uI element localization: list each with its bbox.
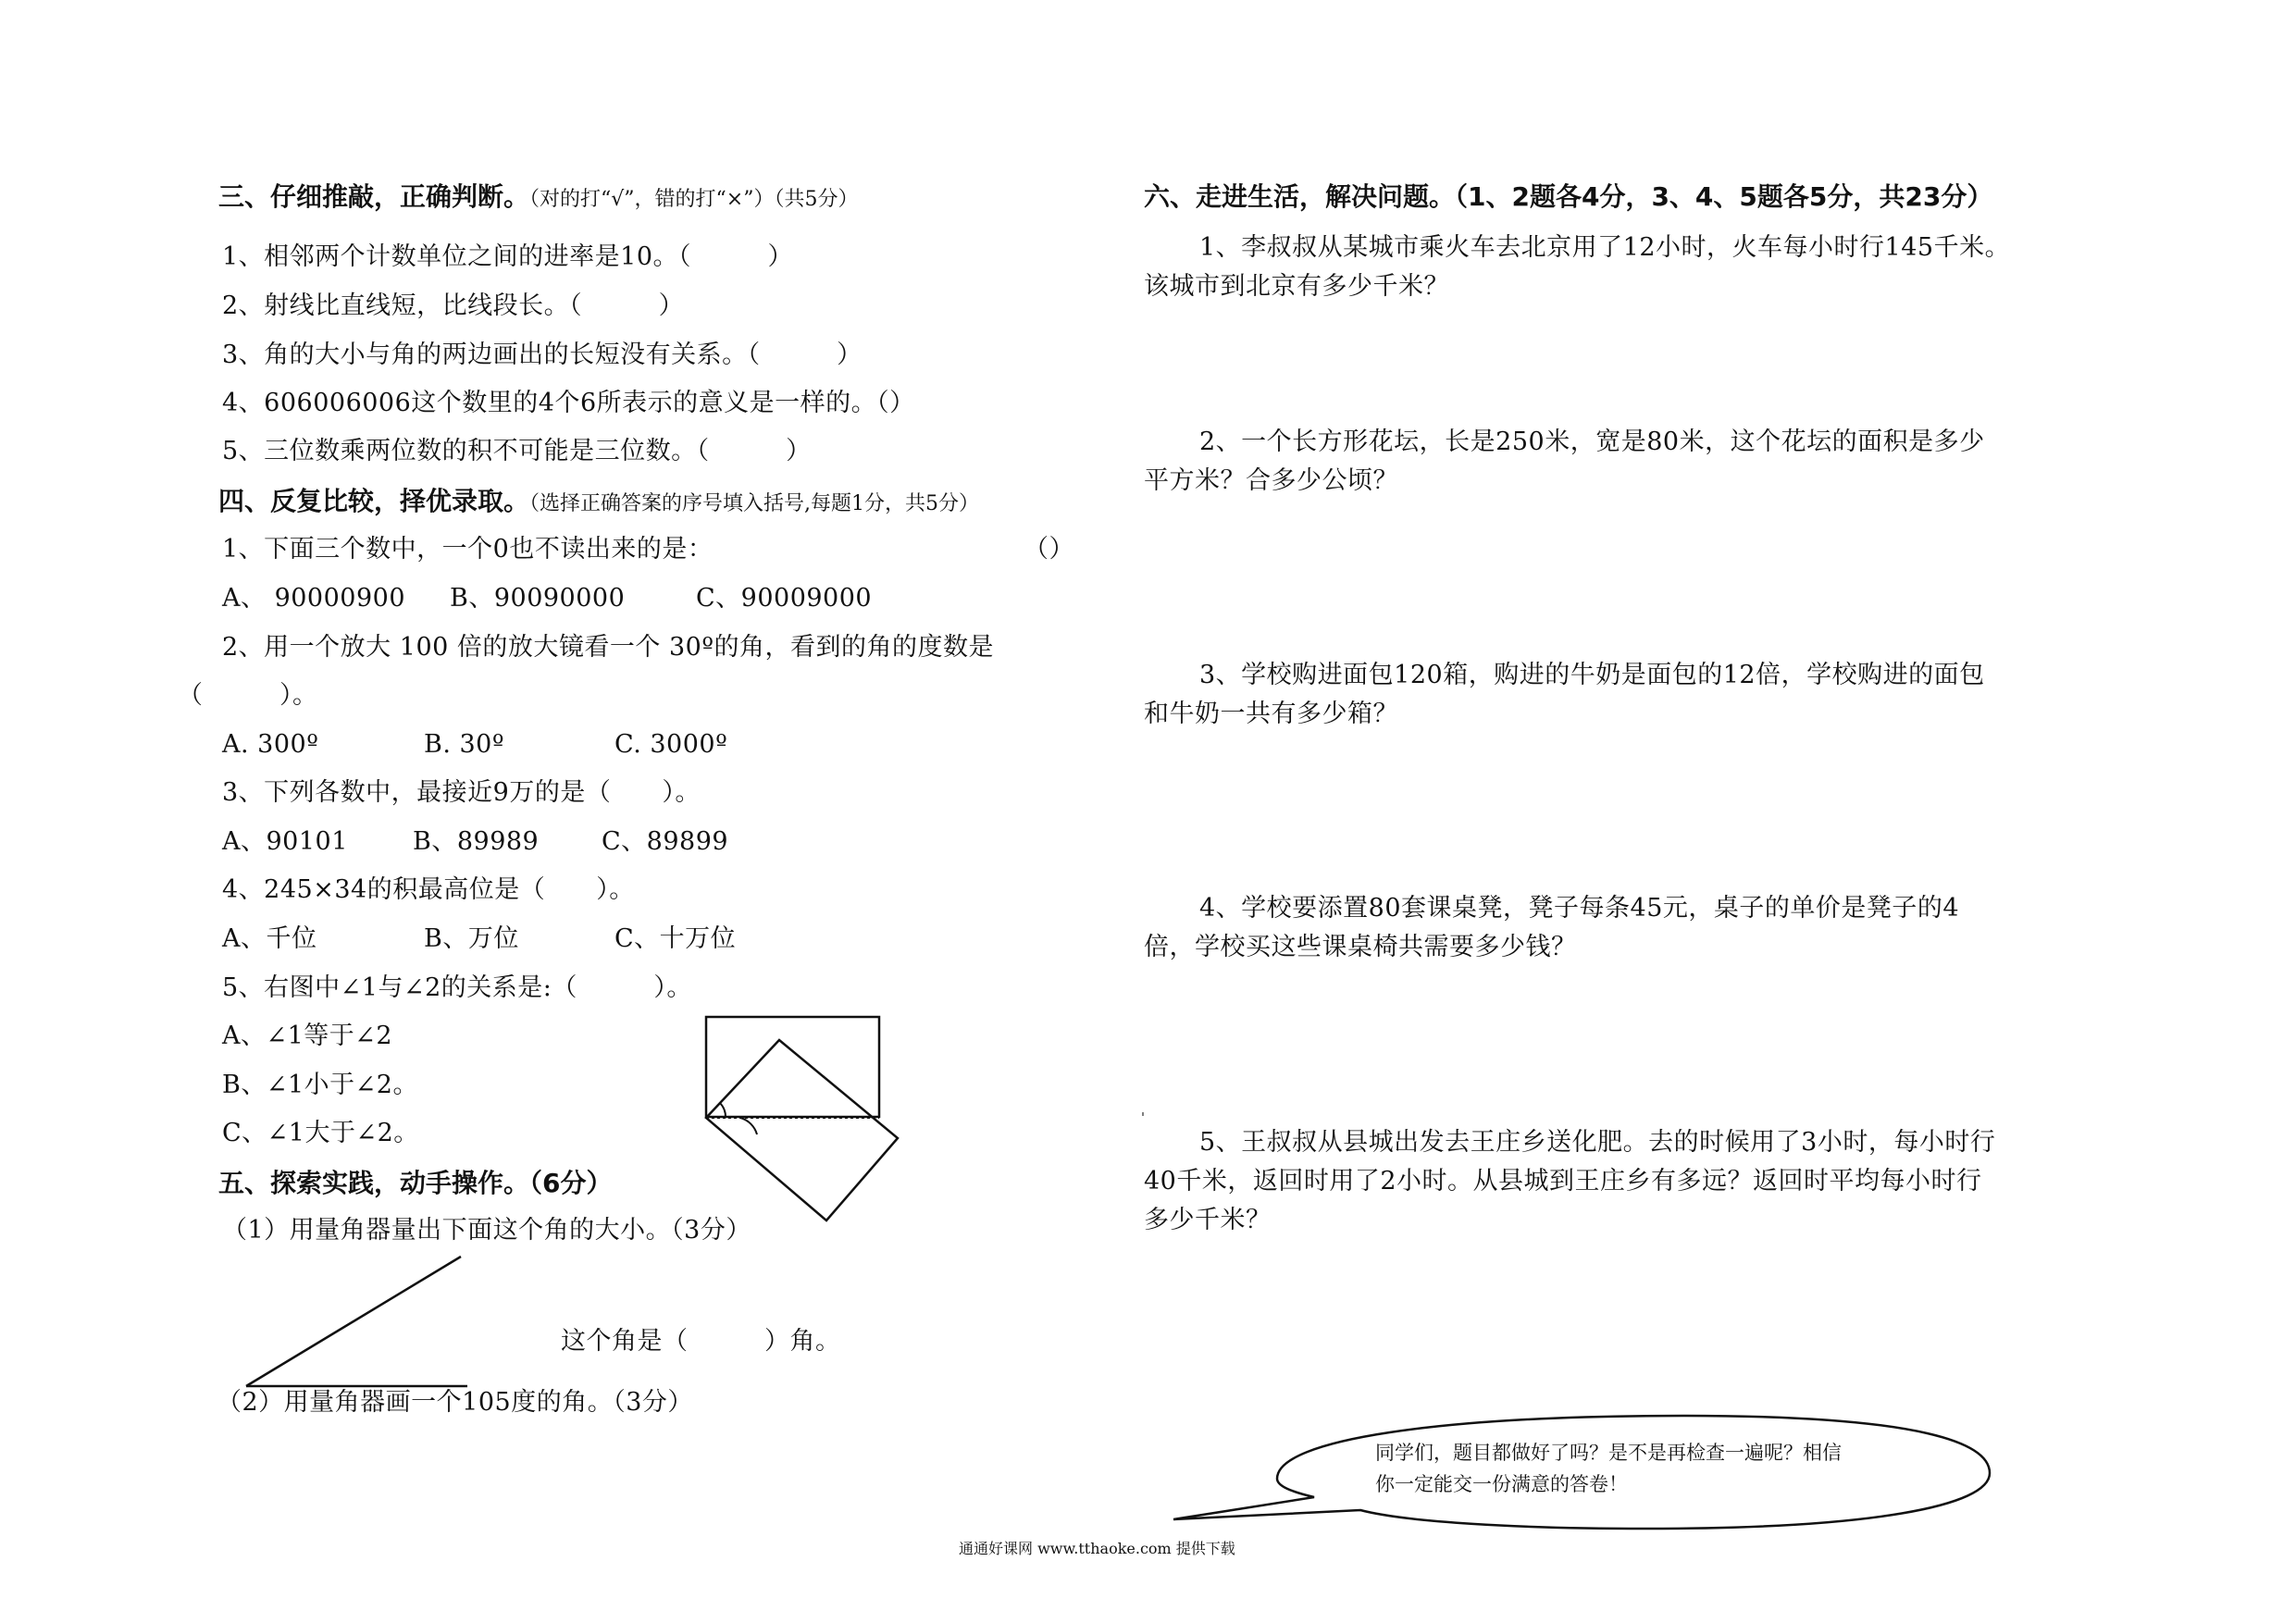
sec4-q3-text: 3、下列各数中，最接近9万的是（ ）。 (222, 778, 701, 807)
sec4-q3-option-c: C、89899 (602, 827, 729, 856)
sec4-q5-option-b: B、∠1小于∠2。 (222, 1071, 418, 1099)
sec3-item-5: 5、三位数乘两位数的积不可能是三位数。（ ） (222, 437, 812, 465)
sec3-item-3: 3、角的大小与角的两边画出的长短没有关系。（ ） (222, 341, 863, 369)
sec6-p1-line1: 1、李叔叔从某城市乘火车去北京用了12小时，火车每小时行145千米。 (1199, 233, 2011, 262)
section-6-heading: 六、走进生活，解决问题。（1、2题各4分，3、4、5题各5分，共23分） (1144, 181, 1993, 212)
sec4-q5-option-c: C、∠1大于∠2。 (222, 1119, 419, 1147)
sec5-q2-text: （2）用量角器画一个105度的角。（3分） (217, 1388, 693, 1417)
sec4-q1-option-a: A、 90000900 (222, 584, 406, 613)
sec6-p4-line2: 倍，学校买这些课桌椅共需要多少钱？ (1144, 933, 1577, 961)
angle-ray-upper (246, 1257, 461, 1386)
sec4-q1-option-b: B、90090000 (450, 584, 626, 613)
sec4-q1-option-c: C、90009000 (696, 584, 873, 613)
sec4-q4-option-b: B、万位 (424, 924, 519, 953)
sec6-p5-line3: 多少千米？ (1144, 1206, 1272, 1234)
sec3-item-4: 4、606006006这个数里的4个6所表示的意义是一样的。（） (222, 389, 915, 417)
sec4-q3-option-b: B、89989 (413, 827, 540, 856)
section-4-title: 四、反复比较，择优录取。 (218, 486, 530, 516)
sec3-item-1: 1、相邻两个计数单位之间的进率是10。（ ） (222, 242, 794, 271)
sec6-p3-line1: 3、学校购进面包120箱，购进的牛奶是面包的12倍，学校购进的面包 (1199, 661, 1985, 689)
rotated-rectangle (706, 1040, 898, 1220)
sec5-answer: 这个角是（ ）角。 (561, 1327, 841, 1356)
section-3-note: （对的打“√”，错的打“×”）（共5分） (529, 188, 859, 211)
bubble-line-2: 你一定能交一份满意的答卷！ (1375, 1473, 1628, 1495)
sec4-q1-blank: （） (1024, 535, 1074, 564)
bubble-line-1: 同学们，题目都做好了吗？是不是再检查一遍呢？相信 (1375, 1442, 1842, 1464)
sec4-q3-option-a: A、90101 (222, 827, 348, 856)
sec4-q4-option-c: C、十万位 (614, 924, 737, 953)
sec6-p3-line2: 和牛奶一共有多少箱？ (1144, 700, 1398, 728)
footer-credit: 通通好课网 www.tthaoke.com 提供下载 (959, 1540, 1235, 1557)
sec4-q2-option-b: B. 30º (424, 730, 505, 759)
sec4-q4-text: 4、245×34的积最高位是（ ）。 (222, 875, 635, 904)
section-4-note: （选择正确答案的序号填入括号,每题1分，共5分） (529, 492, 980, 515)
sec6-p1-line2: 该城市到北京有多少千米？ (1144, 272, 1449, 301)
sec4-q5-option-a: A、∠1等于∠2 (222, 1022, 393, 1050)
sec6-p2-line1: 2、一个长方形花坛，长是250米，宽是80米，这个花坛的面积是多少 (1199, 427, 1985, 456)
sec3-item-2: 2、射线比直线短，比线段长。（ ） (222, 291, 685, 320)
sec4-q5-text: 5、右图中∠1与∠2的关系是:（ ）。 (222, 973, 692, 1002)
sec4-q2-option-a: A. 300º (222, 730, 319, 759)
sec6-p4-line1: 4、学校要添置80套课桌凳，凳子每条45元，桌子的单价是凳子的4 (1199, 894, 1960, 923)
sec4-q4-option-a: A、千位 (222, 924, 317, 953)
section-5-heading: 五、探索实践，动手操作。（6分） (218, 1168, 613, 1198)
sec4-q1-text: 1、下面三个数中，一个0也不读出来的是： (222, 535, 714, 564)
section-3-title: 三、仔细推敲，正确判断。 (218, 181, 530, 212)
sec6-p2-line2: 平方米？合多少公顷？ (1144, 466, 1398, 495)
angle-2-arc (740, 1118, 757, 1134)
sec4-q2-text: 2、用一个放大 100 倍的放大镜看一个 30º的角，看到的角的度数是 (222, 633, 995, 662)
sec6-p5-line2: 40千米，返回时用了2小时。从县城到王庄乡有多远？返回时平均每小时行 (1144, 1167, 1982, 1196)
sec6-p5-line1: 5、王叔叔从县城出发去王庄乡送化肥。去的时候用了3小时，每小时行 (1199, 1128, 1996, 1157)
sec5-q1-text: （1）用量角器量出下面这个角的大小。（3分） (222, 1216, 751, 1245)
sec4-q2-option-c: C. 3000º (614, 730, 728, 759)
sec4-q2-cont: （ ）。 (178, 681, 318, 710)
angle-1-arc (720, 1103, 726, 1118)
